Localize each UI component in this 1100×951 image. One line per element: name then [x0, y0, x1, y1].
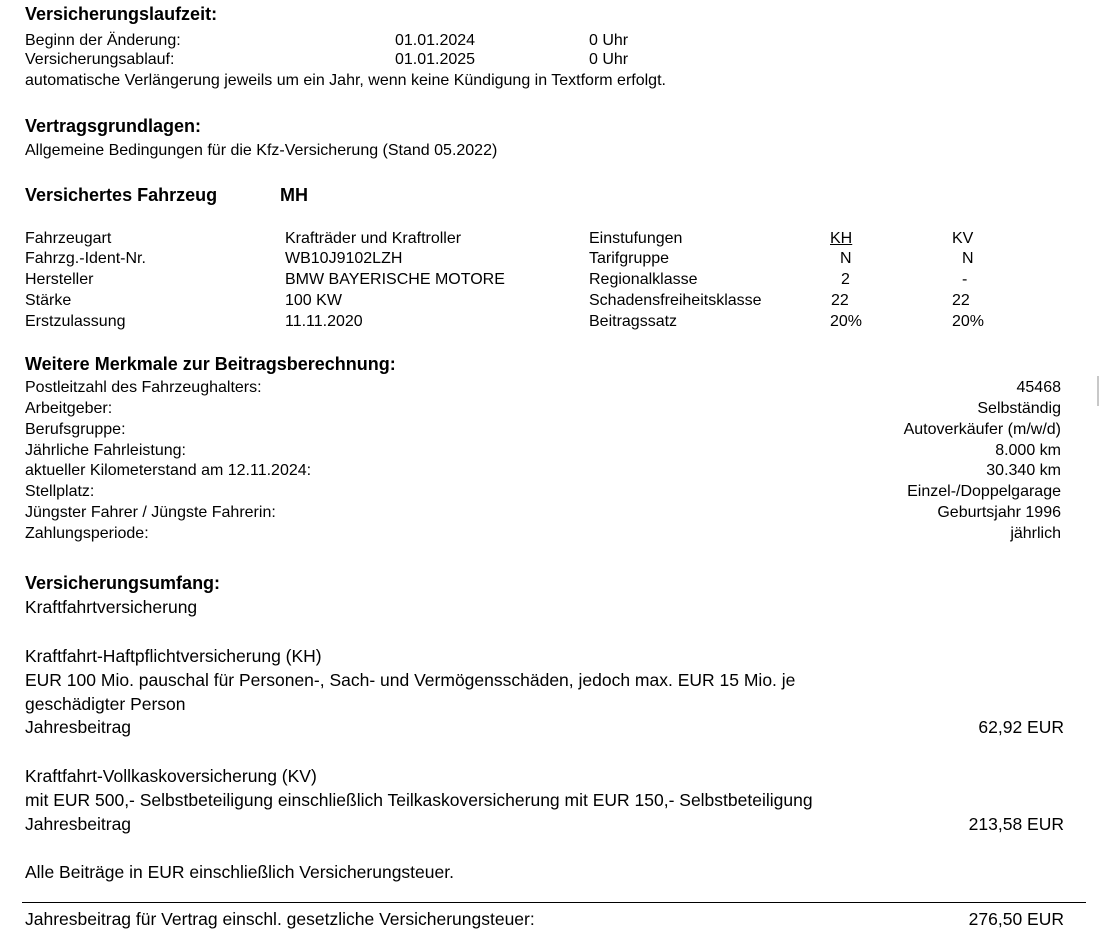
- fahrzeug-value: WB10J9102LZH: [285, 250, 403, 267]
- merkmal-value: 8.000 km: [995, 442, 1061, 459]
- merkmal-label: Arbeitgeber:: [25, 400, 113, 417]
- steuer-note: Alle Beiträge in EUR einschließlich Versicherungsteuer.: [25, 862, 454, 882]
- fahrzeug-value: 11.11.2020: [285, 313, 363, 330]
- merkmal-label: Stellplatz:: [25, 483, 95, 500]
- einstufung-header-underline: [830, 230, 983, 248]
- kh-desc-line2: geschädigter Person: [25, 694, 186, 714]
- einstufung-label: Beitragssatz: [589, 313, 678, 330]
- kv-title: Kraftfahrt-Vollkaskoversicherung (KV): [25, 766, 317, 786]
- merkmal-label: Zahlungsperiode:: [25, 525, 149, 542]
- fahrzeug-code: MH: [280, 185, 308, 205]
- kv-value: 20%: [952, 313, 985, 330]
- laufzeit-label-begin: Beginn der Änderung:: [25, 32, 181, 49]
- kv-header: KV: [952, 230, 974, 247]
- total-value: 276,50 EUR: [968, 909, 1064, 929]
- laufzeit-time-ablauf: 0 Uhr: [589, 51, 629, 68]
- kv-beitrag-label: Jahresbeitrag: [25, 814, 132, 834]
- grundlagen-heading: Vertragsgrundlagen:: [25, 116, 202, 136]
- merkmale-heading: Weitere Merkmale zur Beitragsberechnung:: [25, 354, 396, 374]
- fahrzeug-label: Erstzulassung: [25, 313, 126, 330]
- total-divider: [22, 902, 1086, 903]
- kv-value: -: [962, 271, 968, 288]
- laufzeit-time-begin: 0 Uhr: [589, 32, 629, 49]
- page-edge-mark: [1097, 376, 1099, 406]
- umfang-heading: Versicherungsumfang:: [25, 573, 221, 593]
- fahrzeug-value: Krafträder und Kraftroller: [285, 230, 462, 247]
- kh-value: 22: [831, 292, 849, 309]
- merkmal-value: Geburtsjahr 1996: [937, 504, 1061, 521]
- laufzeit-date-begin: 01.01.2024: [395, 32, 476, 49]
- merkmal-value: 45468: [1016, 379, 1061, 396]
- merkmal-value: jährlich: [1010, 525, 1061, 542]
- fahrzeug-value: BMW BAYERISCHE MOTORE: [285, 271, 505, 288]
- grundlagen-text: Allgemeine Bedingungen für die Kfz-Versicherung (Stand 05.2022): [25, 142, 498, 159]
- einstufung-label: Schadensfreiheitsklasse: [589, 292, 762, 309]
- merkmal-value: 30.340 km: [986, 462, 1061, 479]
- merkmal-label: Postleitzahl des Fahrzeughalters:: [25, 379, 262, 396]
- total-label: Jahresbeitrag für Vertrag einschl. gesetzliche Versicherungsteuer:: [25, 909, 535, 929]
- merkmal-label: Berufsgruppe:: [25, 421, 126, 438]
- fahrzeug-value: 100 KW: [285, 292, 342, 309]
- kh-title: Kraftfahrt-Haftpflichtversicherung (KH): [25, 646, 322, 666]
- merkmal-label: Jüngster Fahrer / Jüngste Fahrerin:: [25, 504, 276, 521]
- laufzeit-note: automatische Verlängerung jeweils um ein Jahr, wenn keine Kündigung in Textform erfolgt.: [25, 72, 666, 89]
- merkmal-value: Selbständig: [977, 400, 1061, 417]
- laufzeit-label-ablauf: Versicherungsablauf:: [25, 51, 175, 68]
- fahrzeug-label: Fahrzg.-Ident-Nr.: [25, 250, 146, 267]
- kh-beitrag-value: 62,92 EUR: [978, 717, 1064, 737]
- einstufung-label: Tarifgruppe: [589, 250, 670, 267]
- merkmal-value: Autoverkäufer (m/w/d): [903, 421, 1061, 438]
- kh-desc-line1: EUR 100 Mio. pauschal für Personen-, Sach- und Vermögensschäden, jedoch max. EUR 15 Mio. je: [25, 670, 796, 690]
- fahrzeug-heading: Versichertes Fahrzeug: [25, 185, 218, 205]
- merkmal-label: aktueller Kilometerstand am 12.11.2024:: [25, 462, 312, 479]
- laufzeit-heading: Versicherungslaufzeit:: [25, 4, 218, 24]
- kh-value: 20%: [830, 313, 863, 330]
- fahrzeug-label: Fahrzeugart: [25, 230, 112, 247]
- kh-value: N: [840, 250, 852, 267]
- einstufung-label: Einstufungen: [589, 230, 683, 247]
- kv-value: N: [962, 250, 974, 267]
- kv-desc-line1: mit EUR 500,- Selbstbeteiligung einschließlich Teilkaskoversicherung mit EUR 150,- Selbstbeteiligung: [25, 790, 813, 810]
- einstufung-label: Regionalklasse: [589, 271, 698, 288]
- kv-value: 22: [952, 292, 970, 309]
- laufzeit-date-ablauf: 01.01.2025: [395, 51, 476, 68]
- merkmal-label: Jährliche Fahrleistung:: [25, 442, 186, 459]
- merkmal-value: Einzel-/Doppelgarage: [907, 483, 1061, 500]
- fahrzeug-label: Stärke: [25, 292, 72, 309]
- kv-beitrag-value: 213,58 EUR: [968, 814, 1064, 834]
- fahrzeug-label: Hersteller: [25, 271, 94, 288]
- umfang-subtitle: Kraftfahrtversicherung: [25, 597, 198, 617]
- kh-beitrag-label: Jahresbeitrag: [25, 717, 132, 737]
- kh-header: KH: [830, 230, 853, 247]
- kh-value: 2: [841, 271, 850, 288]
